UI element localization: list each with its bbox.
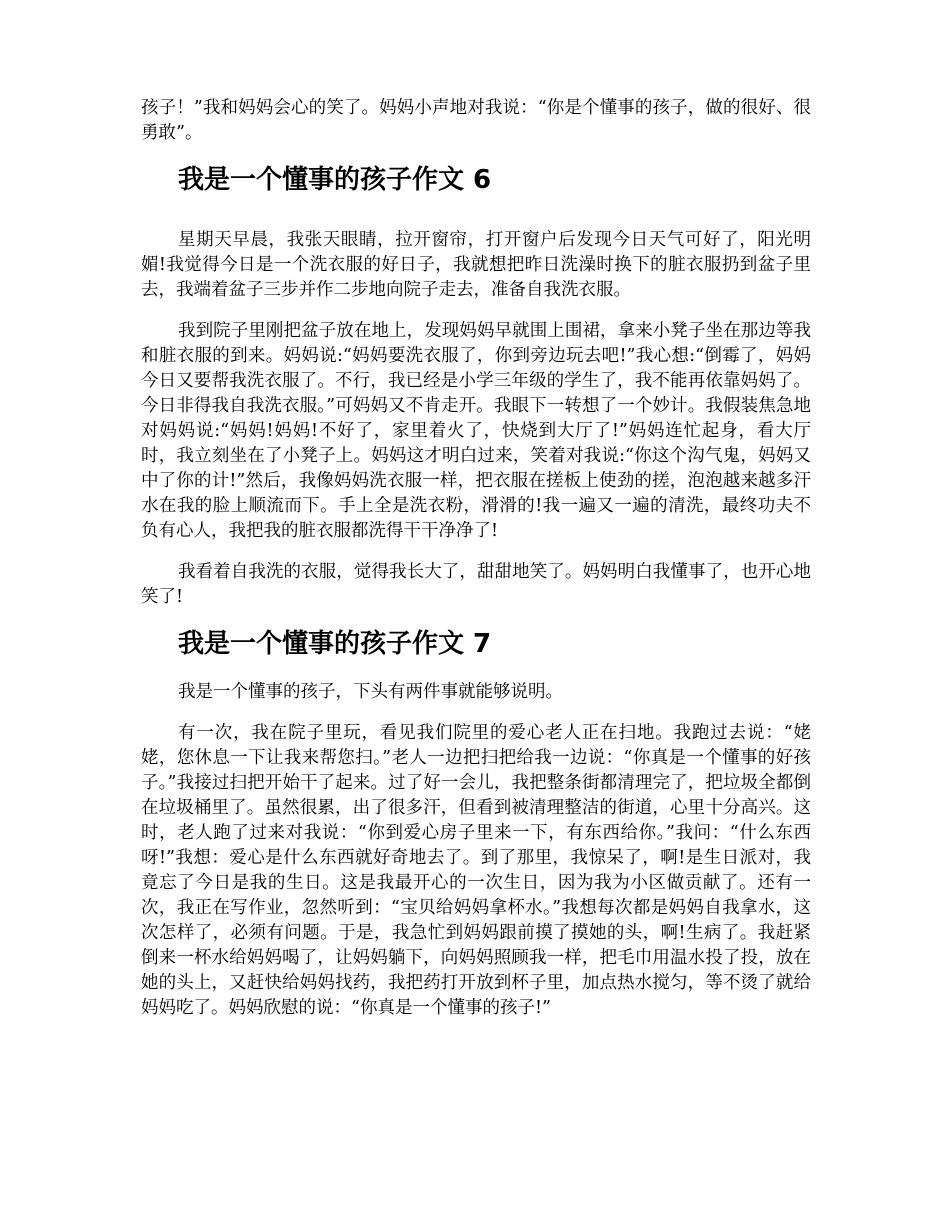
section-7-heading: 我是一个懂事的孩子作文 7 bbox=[178, 629, 492, 659]
section-6-paragraph-1: 星期天早晨，我张天眼睛，拉开窗帘，打开窗户后发现今日天气可好了，阳光明媚!我觉得今日是一个洗衣服的好日子，我就想把昨日洗澡时换下的脏衣服扔到盆子里去，我端着盆子三步并作二步地向院子走去，准备自我洗衣服。 bbox=[141, 230, 811, 300]
section-6-heading: 我是一个懂事的孩子作文 6 bbox=[178, 165, 492, 195]
section-7-paragraph-1: 我是一个懂事的孩子，下头有两件事就能够说明。 bbox=[178, 682, 563, 702]
document-page bbox=[141, 96, 811, 1037]
intro-paragraph: 孩子！”我和妈妈会心的笑了。妈妈小声地对我说：“你是个懂事的孩子，做的很好、很勇敢”。 bbox=[141, 98, 811, 143]
section-7-paragraph-2: 有一次，我在院子里玩，看见我们院里的爱心老人正在扫地。我跑过去说：“姥姥，您休息一下让我来帮您扫。”老人一边把扫把给我一边说：“你真是一个懂事的好孩子。”我接过扫把开始干了起来。过了好一会儿，我把整条街都清理完了，把垃圾全都倒在垃圾桶里了。虽然很累，出了很多汗，但看到被清理整洁的街道，心里十分高兴。这时，老人跑了过来对我说：“你到爱心房子里来一下，有东西给你。”我问：“什么东西呀!”我想：爱心是什么东西就好奇地去了。到了那里，我惊呆了，啊!是生日派对，我竟忘了今日是我的生日。这是我最开心的一次生日，因为我为小区做贡献了。还有一次，我正在写作业，忽然听到：“宝贝给妈妈拿杯水。”我想每次都是妈妈自我拿水，这次怎样了，必须有问题。于是，我急忙到妈妈跟前摸了摸她的头，啊!生病了。我赶紧倒来一杯水给妈妈喝了，让妈妈躺下，向妈妈照顾我一样，把毛巾用温水投了投，放在她的头上，又赶快给妈妈找药，我把药打开放到杯子里，加点热水搅匀，等不烫了就给妈妈吃了。妈妈欣慰的说：“你真是一个懂事的孩子!” bbox=[141, 723, 811, 1018]
section-6-paragraph-2: 我到院子里刚把盆子放在地上，发现妈妈早就围上围裙，拿来小凳子坐在那边等我和脏衣服的到来。妈妈说:“妈妈要洗衣服了，你到旁边玩去吧!”我心想:“倒霉了，妈妈今日又要帮我洗衣服了。不行，我已经是小学三年级的学生了，我不能再依靠妈妈了。今日非得我自我洗衣服。”可妈妈又不肯走开。我眼下一转想了一个妙计。我假装焦急地对妈妈说:“妈妈!妈妈!不好了，家里着火了，快烧到大厅了!”妈妈连忙起身，看大厅时，我立刻坐在了小凳子上。妈妈这才明白过来，笑着对我说:“你这个沟气鬼，妈妈又中了你的计!”然后，我像妈妈洗衣服一样，把衣服在搓板上使劲的搓，泡泡越来越多汗水在我的脸上顺流而下。手上全是洗衣粉，滑滑的!我一遍又一遍的清洗，最终功夫不负有心人，我把我的脏衣服都洗得干干净净了! bbox=[141, 321, 811, 541]
section-6-paragraph-3: 我看着自我洗的衣服，觉得我长大了，甜甜地笑了。妈妈明白我懂事了，也开心地笑了! bbox=[141, 562, 811, 607]
